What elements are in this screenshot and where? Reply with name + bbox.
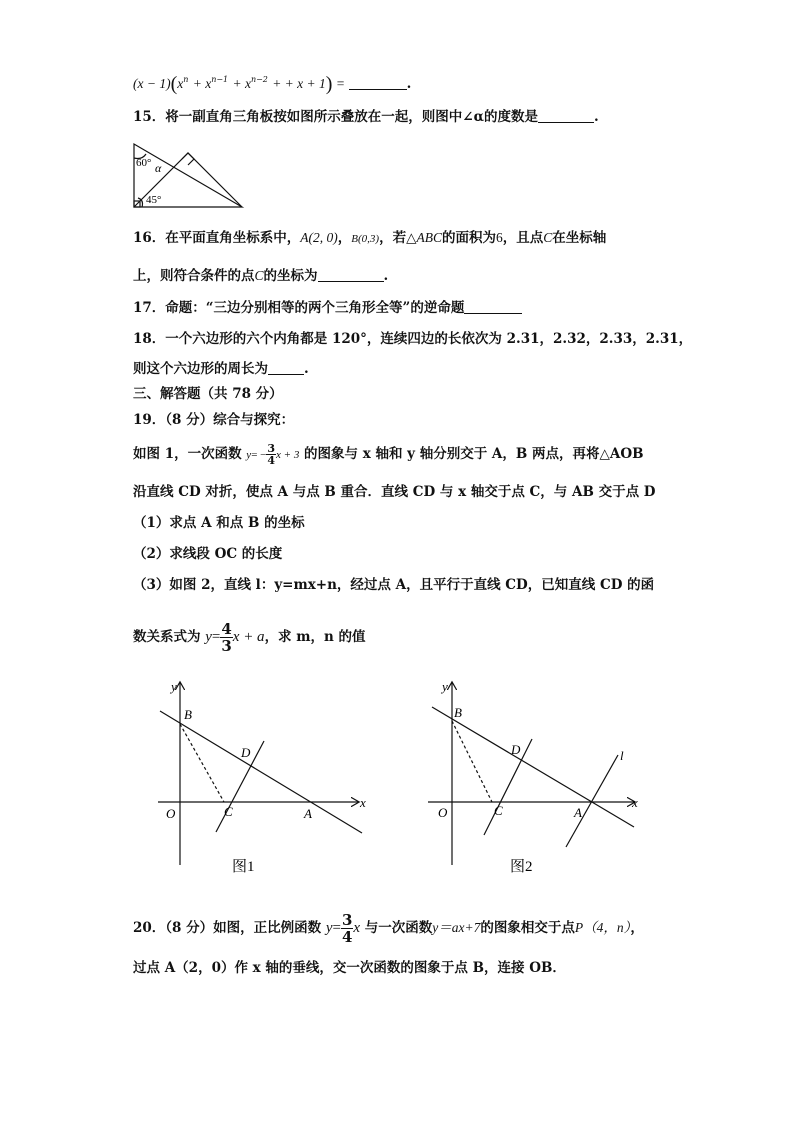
fig-label-alpha: α <box>155 161 162 175</box>
q18-question-line2: 则这个六边形的周长为 . <box>133 361 309 377</box>
q16-answer-blank[interactable] <box>318 267 384 282</box>
q19-figure-1 <box>150 675 380 880</box>
fig2-label-l: l <box>620 748 624 763</box>
q19-line1: 如图 1，一次函数 y= − $\frac{3}{4}$ x + 3 的图象与 x 轴和 y 轴分别交于 A，B 两点，再将△AOB <box>133 442 644 467</box>
q14-left: (x − 1) <box>133 76 171 91</box>
fig-label-60: 60° <box>136 157 152 169</box>
q20-fraction: $\frac{3}{4}$ <box>341 911 353 946</box>
fig1-label-o: O <box>166 806 176 821</box>
q16-question-line2: 上，则符合条件的点C的坐标为 . <box>133 268 389 284</box>
q19-sub3-line2: 数关系式为 y= $\frac{4}{3}$ x + a，求 m，n 的值 <box>133 620 366 655</box>
fig1-line-ab <box>160 711 362 833</box>
fig2-label-c: C <box>494 803 503 818</box>
q17-answer-blank[interactable] <box>464 299 522 314</box>
fig2-label-o: O <box>438 805 448 820</box>
q19-heading: 19．（8 分）综合与探究： <box>133 412 295 428</box>
fig2-line-ab <box>432 707 634 827</box>
fig1-label-x: x <box>360 795 366 810</box>
fig2-label-d: D <box>511 742 521 757</box>
fig1-caption: 图1 <box>232 859 255 875</box>
q19-sub1: （1）求点 A 和点 B 的坐标 <box>133 515 305 531</box>
fig1-label-d: D <box>241 745 251 760</box>
fig2-label-y: y <box>442 679 448 694</box>
q14-expression: $(x - 1)(x^n + x^{n-1} + x^{n-2}$ + + x + 1) = . <box>133 73 412 95</box>
q15-triangle-figure <box>128 140 250 212</box>
fig2-label-x: x <box>632 795 638 810</box>
fig2-caption: 图2 <box>510 859 533 875</box>
q17-question: 17．命题：“三边分别相等的两个三角形全等”的逆命题 <box>133 298 522 318</box>
q15-answer-blank[interactable] <box>538 108 594 123</box>
section3-title: 三、解答题（共 78 分） <box>133 386 283 402</box>
fig1-label-b: B <box>184 707 192 722</box>
q15-question: 15．将一副直角三角板按如图所示叠放在一起，则图中∠α的度数是 . <box>133 109 599 125</box>
q18-question-line1: 18．一个六边形的六个内角都是 120°，连续四边的长依次为 2.31，2.32，2.33，2.31， <box>133 331 693 347</box>
fig2-line-l <box>566 755 618 847</box>
fig-label-45: 45° <box>146 194 162 206</box>
q19-sub2: （2）求线段 OC 的长度 <box>133 546 283 562</box>
q20-line2: 过点 A（2，0）作 x 轴的垂线，交一次函数的图象于点 B，连接 OB． <box>133 960 566 976</box>
fig1-label-a: A <box>304 806 312 821</box>
q19-fraction: $\frac{3}{4}$ <box>267 442 276 467</box>
fig2-segment-bc <box>452 721 492 802</box>
q14-answer-blank[interactable] <box>349 75 407 90</box>
q18-answer-blank[interactable] <box>268 360 304 375</box>
q20-line1: 20．（8 分）如图，正比例函数 y= $\frac{3}{4}$ x 与一次函数y＝ax+7的图象相交于点P（4，n）， <box>133 911 644 946</box>
fig2-label-b: B <box>454 705 462 720</box>
q19-line2: 沿直线 CD 对折，使点 A 与点 B 重合．直线 CD 与 x 轴交于点 C，与 AB 交于点 D <box>133 484 656 500</box>
fig2-line-cd <box>484 739 532 835</box>
fig1-label-y: y <box>171 679 177 694</box>
q19-figure-2 <box>420 675 650 880</box>
q16-question-line1: 16．在平面直角坐标系中，A(2, 0)，B(0,3)，若△ABC的面积为6，且点C在坐标轴 <box>133 230 607 246</box>
right-angle-mark-top <box>182 153 194 165</box>
fig1-label-c: C <box>224 804 233 819</box>
q19-cd-fraction: $\frac{4}{3}$ <box>221 620 232 655</box>
q19-sub3: （3）如图 2，直线 l：y=mx+n，经过点 A，且平行于直线 CD，已知直线 CD 的函 <box>133 577 655 593</box>
fig2-label-a: A <box>574 805 582 820</box>
